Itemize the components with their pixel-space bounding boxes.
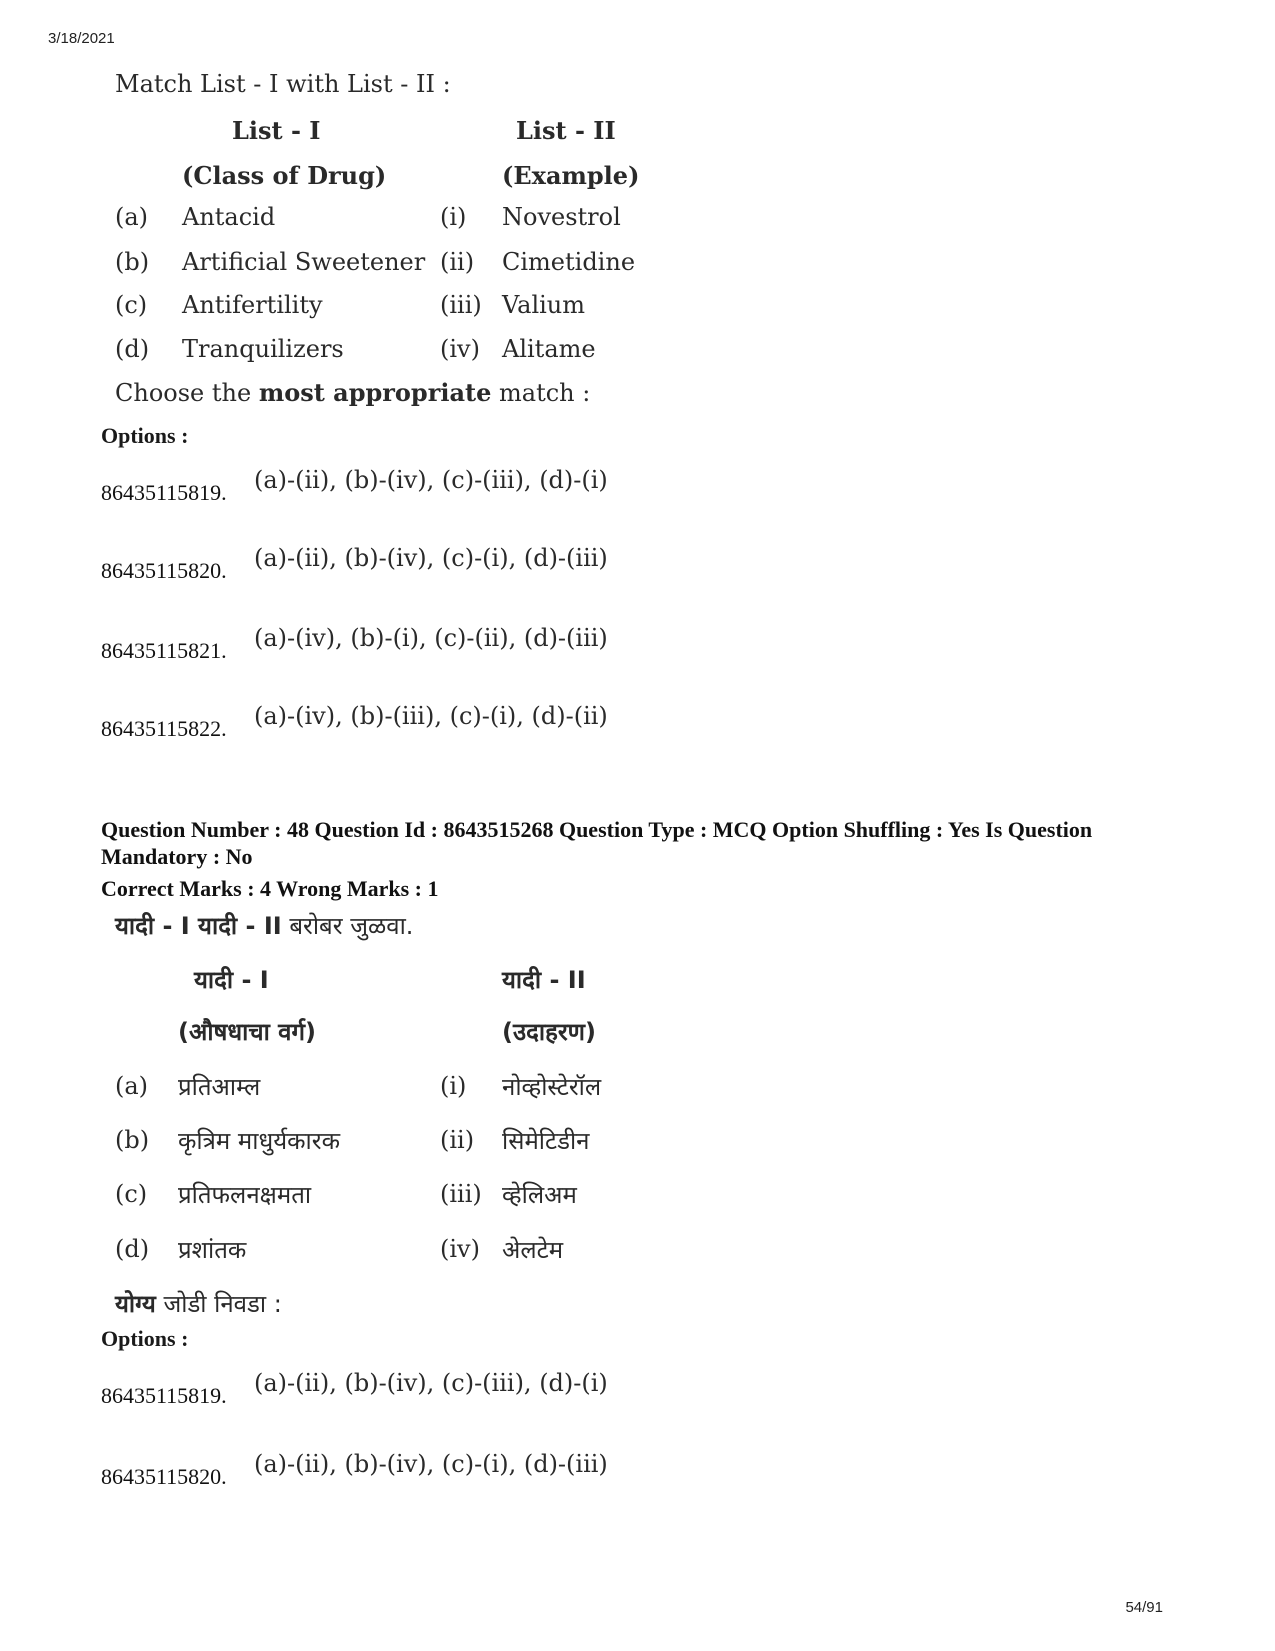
row-label: (iii) (440, 1180, 482, 1208)
q48-list2-title: यादी - II (502, 966, 586, 994)
row-label: (i) (440, 203, 467, 231)
option-id: 86435115820. (101, 558, 227, 583)
list1-item: Antacid (182, 203, 276, 231)
q47-option[interactable] (101, 702, 608, 742)
row-label: (ii) (440, 248, 475, 276)
row-label: (ii) (440, 1126, 475, 1154)
q47-option[interactable] (101, 544, 608, 584)
list2-item: Alitame (502, 335, 596, 363)
list1-item: Tranquilizers (182, 335, 344, 363)
list2-item: Cimetidine (502, 248, 636, 276)
list1-item: Artificial Sweetener (182, 248, 426, 276)
q48-list2-subtitle: (उदाहरण) (502, 1018, 596, 1046)
row-label: (iv) (440, 1235, 480, 1263)
option-id: 86435115820. (101, 1464, 227, 1489)
row-label: (a) (115, 1072, 149, 1100)
row-label: (b) (115, 1126, 150, 1154)
option-text: (a)-(ii), (b)-(iv), (c)-(i), (d)-(iii) (254, 1450, 608, 1478)
option-text: (a)-(iv), (b)-(i), (c)-(ii), (d)-(iii) (254, 624, 608, 652)
q48-options-label: Options : (101, 1326, 189, 1351)
option-id: 86435115822. (101, 716, 227, 741)
list1-item: Antifertility (182, 291, 323, 319)
q47-list2-title: List - II (516, 116, 616, 145)
option-text: (a)-(ii), (b)-(iv), (c)-(i), (d)-(iii) (254, 544, 608, 572)
q48-list1-title: यादी - I (194, 966, 269, 994)
option-text: (a)-(iv), (b)-(iii), (c)-(i), (d)-(ii) (254, 702, 608, 730)
q47-list1-subtitle: (Class of Drug) (182, 161, 387, 190)
row-label: (a) (115, 203, 149, 231)
list1-item: प्रशांतक (178, 1236, 247, 1264)
row-label: (i) (440, 1072, 467, 1100)
option-text: (a)-(ii), (b)-(iv), (c)-(iii), (d)-(i) (254, 1369, 608, 1397)
list2-item: अेलटेम (502, 1236, 564, 1264)
q48-choose-instruction: योग्य जोडी निवडा : (115, 1290, 282, 1318)
list1-item: कृत्रिम माधुर्यकारक (178, 1127, 341, 1155)
q47-option[interactable] (101, 624, 608, 664)
row-label: (iv) (440, 335, 480, 363)
list2-item: Valium (502, 291, 586, 319)
q47-options-label: Options : (101, 423, 189, 448)
q48-option[interactable] (101, 1450, 608, 1490)
q48-intro: यादी - I यादी - II बरोबर जुळवा. (115, 912, 414, 940)
row-label: (c) (115, 291, 148, 319)
row-label: (d) (115, 1235, 150, 1263)
q48-question-meta: Question Number : 48 Question Id : 8643515268 Question Type : MCQ Option Shuffling : Yes Is Question Mandatory : No (101, 817, 1093, 869)
q47-intro: Match List - I with List - II : (115, 70, 451, 98)
q47-choose-instruction: Choose the most appropriate match : (115, 378, 591, 407)
q47-list2-subtitle: (Example) (502, 161, 640, 190)
list2-item: व्हेलिअम (502, 1181, 577, 1209)
page-number: 54/91 (1125, 1599, 1163, 1616)
row-label: (d) (115, 335, 150, 363)
option-id: 86435115821. (101, 638, 227, 663)
option-id: 86435115819. (101, 480, 227, 505)
q48-marks: Correct Marks : 4 Wrong Marks : 1 (101, 876, 439, 901)
list1-item: प्रतिफलनक्षमता (178, 1181, 312, 1209)
q48-list1-subtitle: (औषधाचा वर्ग) (178, 1018, 317, 1046)
option-id: 86435115819. (101, 1383, 227, 1408)
print-date: 3/18/2021 (48, 30, 115, 47)
row-label: (iii) (440, 291, 482, 319)
q47-list1-title: List - I (232, 116, 321, 145)
list1-item: प्रतिआम्ल (178, 1073, 261, 1101)
q48-option[interactable] (101, 1369, 608, 1409)
list2-item: Novestrol (502, 203, 621, 231)
row-label: (b) (115, 248, 150, 276)
list2-item: नोव्होस्टेरॉल (502, 1073, 602, 1101)
option-text: (a)-(ii), (b)-(iv), (c)-(iii), (d)-(i) (254, 466, 608, 494)
list2-item: सिमेटिडीन (502, 1127, 590, 1155)
row-label: (c) (115, 1180, 148, 1208)
q47-option[interactable] (101, 466, 608, 506)
